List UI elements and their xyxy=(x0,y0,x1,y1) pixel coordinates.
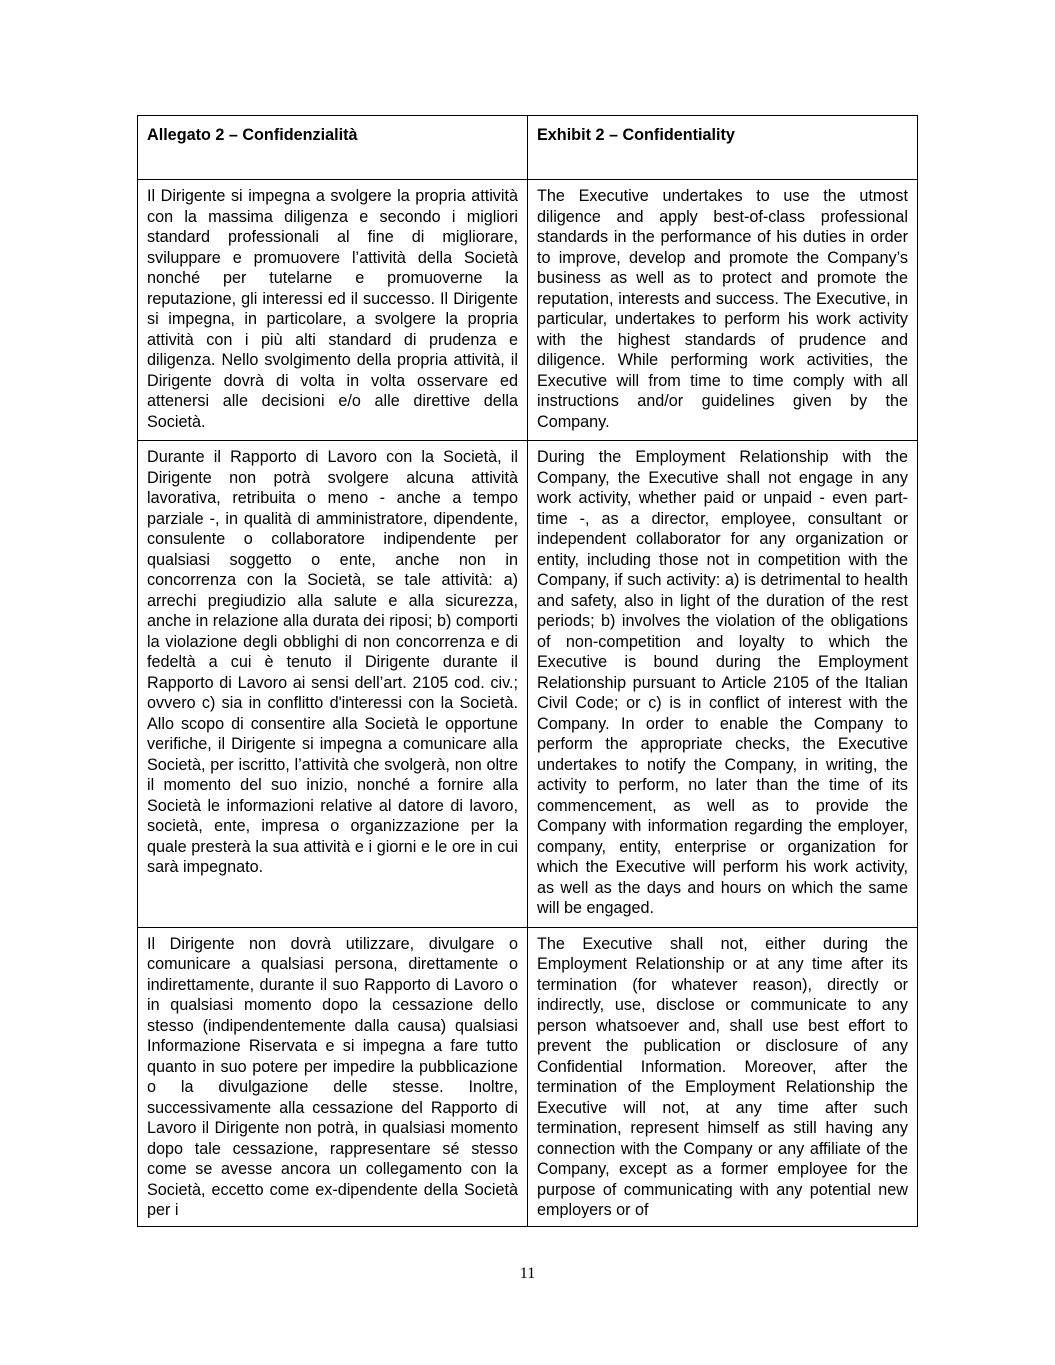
italian-clause-confidential-information: Il Dirigente non dovrà utilizzare, divulgare o comunicare a qualsiasi persona, direttamente o indirettamente, durante il suo Rapporto di Lavoro o in qualsiasi momento dopo la cessazione dello stesso (indipendentemente dalla causa) qualsiasi Informazione Riservata e si impegna a fare tutto quanto in suo potere per impedire la pubblicazione o la divulgazione delle stesse. Inoltre, successivamente alla cessazione del Rapporto di Lavoro il Dirigente non potrà, in qualsiasi momento dopo tale cessazione, rappresentare sé stesso come se avesse ancora un collegamento con la Società, eccetto come ex-dipendente della Società per i xyxy=(147,934,518,1218)
english-clause-other-activities: During the Employment Relationship with the Company, the Executive shall not engage in any work activity, whether paid or unpaid - even part-time -, as a director, employee, consultant or independent collaborator for any organization or entity, including those not in competition with the Company, if such activity: a) is detrimental to health and safety, also in light of the duration of the rest periods; b) involves the violation of the obligations of non-competition and loyalty to which the Executive is bound during the Employment Relationship pursuant to Article 2105 of the Italian Civil Code; or c) is in conflict of interest with the Company. In order to enable the Company to perform the appropriate checks, the Executive undertakes to notify the Company, in writing, the activity to perform, no later than the time of its commencement, as well as to provide the Company with information regarding the employer, company, entity, enterprise or organization for which the Executive will perform his work activity, as well as the days and hours on which the same will be engaged. xyxy=(528,441,918,928)
english-clause-diligence: The Executive undertakes to use the utmost diligence and apply best-of-class professional standards in the performance of his duties in order to improve, develop and promote the Company’s business as well as to protect and promote the reputation, interests and success. The Executive, in particular, undertakes to perform his work activity with the highest standards of prudence and diligence. While performing work activities, the Executive will from time to time comply with all instructions and/or guidelines given by the Company. xyxy=(528,180,918,441)
table-row xyxy=(138,441,918,928)
table-row xyxy=(138,180,918,441)
table-header-row xyxy=(138,116,918,180)
italian-clause-diligence: Il Dirigente si impegna a svolgere la propria attività con la massima diligenza e secondo i migliori standard professionali al fine di migliorare, sviluppare e promuovere l’attività della Società nonché per tutelarne e promuoverne la reputazione, gli interessi ed il successo. Il Dirigente si impegna, in particolare, a svolgere la propria attività con i più alti standard di prudenza e diligenza. Nello svolgimento della propria attività, il Dirigente dovrà di volta in volta osservare ed attenersi alle decisioni e/o alle direttive della Società. xyxy=(138,180,528,441)
bilingual-clause-table xyxy=(137,115,918,1227)
italian-clause-confidential-information-cell xyxy=(138,927,528,1226)
english-clause-confidential-information: The Executive shall not, either during the Employment Relationship or at any time after its termination (for whatever reason), directly or indirectly, use, disclose or communicate to any person whatsoever and, shall use best effort to prevent the publication or disclosure of any Confidential Information. Moreover, after the termination of the Employment Relationship the Executive will not, at any time after such termination, represent himself as still having any connection with the Company or any affiliate of the Company, except as a former employee for the purpose of communicating with any potential new employers or of xyxy=(537,934,908,1218)
page-number: 11 xyxy=(519,1265,536,1282)
italian-clause-other-activities: Durante il Rapporto di Lavoro con la Società, il Dirigente non potrà svolgere alcuna attività lavorativa, retribuita o meno - anche a tempo parziale -, in qualità di amministratore, dipendente, consulente o collaboratore indipendente per qualsiasi soggetto o ente, anche non in concorrenza con la Società, se tale attività: a) arrechi pregiudizio alla salute e alla sicurezza, anche in relazione alla durata dei riposi; b) comporti la violazione degli obblighi di non concorrenza e di fedeltà a cui è tenuto il Dirigente durante il Rapporto di Lavoro ai sensi dell’art. 2105 cod. civ.; ovvero c) sia in conflitto d'interessi con la Società. Allo scopo di consentire alla Società le opportune verifiche, il Dirigente si impegna a comunicare alla Società, per iscritto, l’attività che svolgerà, non oltre il momento del suo inizio, nonché a fornire alla Società le informazioni relative al datore di lavoro, società, ente, impresa o organizzazione per la quale presterà la sua attività e i giorni e le ore in cui sarà impegnato. xyxy=(138,441,528,928)
english-heading: Exhibit 2 – Confidentiality xyxy=(528,116,918,180)
italian-heading: Allegato 2 – Confidenzialità xyxy=(138,116,528,180)
table-row xyxy=(138,927,918,1226)
english-clause-confidential-information-cell xyxy=(528,927,918,1226)
